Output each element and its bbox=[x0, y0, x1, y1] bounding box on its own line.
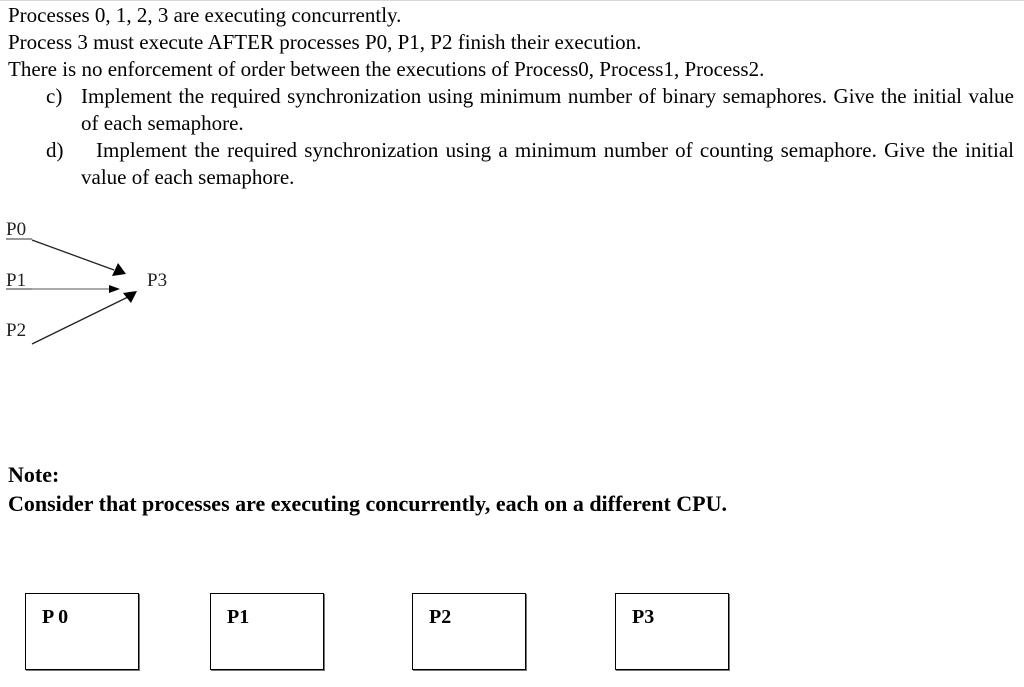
intro-line-1: Processes 0, 1, 2, 3 are executing concurrently. bbox=[8, 3, 402, 27]
question-c bbox=[46, 83, 1014, 137]
question-d-marker: d) bbox=[46, 138, 64, 162]
node-p2-label: P2 bbox=[6, 320, 27, 341]
question-c-text: Implement the required synchronization using minimum number of binary semaphores. Give the initial value of each semaphore. bbox=[81, 84, 1014, 135]
process-box-p0 bbox=[25, 593, 139, 670]
intro-line-2: Process 3 must execute AFTER processes P0, P1, P2 finish their execution. bbox=[8, 30, 642, 54]
node-p0-label: P0 bbox=[6, 219, 27, 240]
process-box-p1 bbox=[210, 593, 324, 670]
precedence-diagram bbox=[0, 200, 260, 360]
edge-p0-p3 bbox=[32, 240, 114, 270]
process-box-p3-label: P3 bbox=[632, 606, 655, 628]
question-d-text: Implement the required synchronization using a minimum number of counting semaphore. Give the initial value of each semaphore. bbox=[81, 138, 1014, 189]
note-text: Consider that processes are executing concurrently, each on a different CPU. bbox=[8, 491, 727, 516]
edge-p2-p3 bbox=[32, 297, 128, 344]
edge-p2-p3-arrowhead bbox=[123, 291, 137, 303]
process-box-p1-label: P1 bbox=[227, 606, 250, 628]
process-box-p2-label: P2 bbox=[429, 606, 452, 628]
process-box-p0-label: P 0 bbox=[42, 606, 69, 628]
question-d bbox=[46, 137, 1014, 191]
node-p3-label: P3 bbox=[147, 270, 168, 291]
question-c-marker: c) bbox=[46, 84, 63, 108]
top-border bbox=[0, 0, 1024, 1]
edge-p1-p3-arrowhead bbox=[109, 285, 120, 293]
note-title: Note: bbox=[8, 462, 60, 487]
intro-line-3: There is no enforcement of order between the executions of Process0, Process1, Process2. bbox=[8, 57, 765, 81]
node-p1-label: P1 bbox=[6, 270, 27, 291]
process-box-p3 bbox=[615, 593, 729, 670]
process-box-p2 bbox=[412, 593, 526, 670]
